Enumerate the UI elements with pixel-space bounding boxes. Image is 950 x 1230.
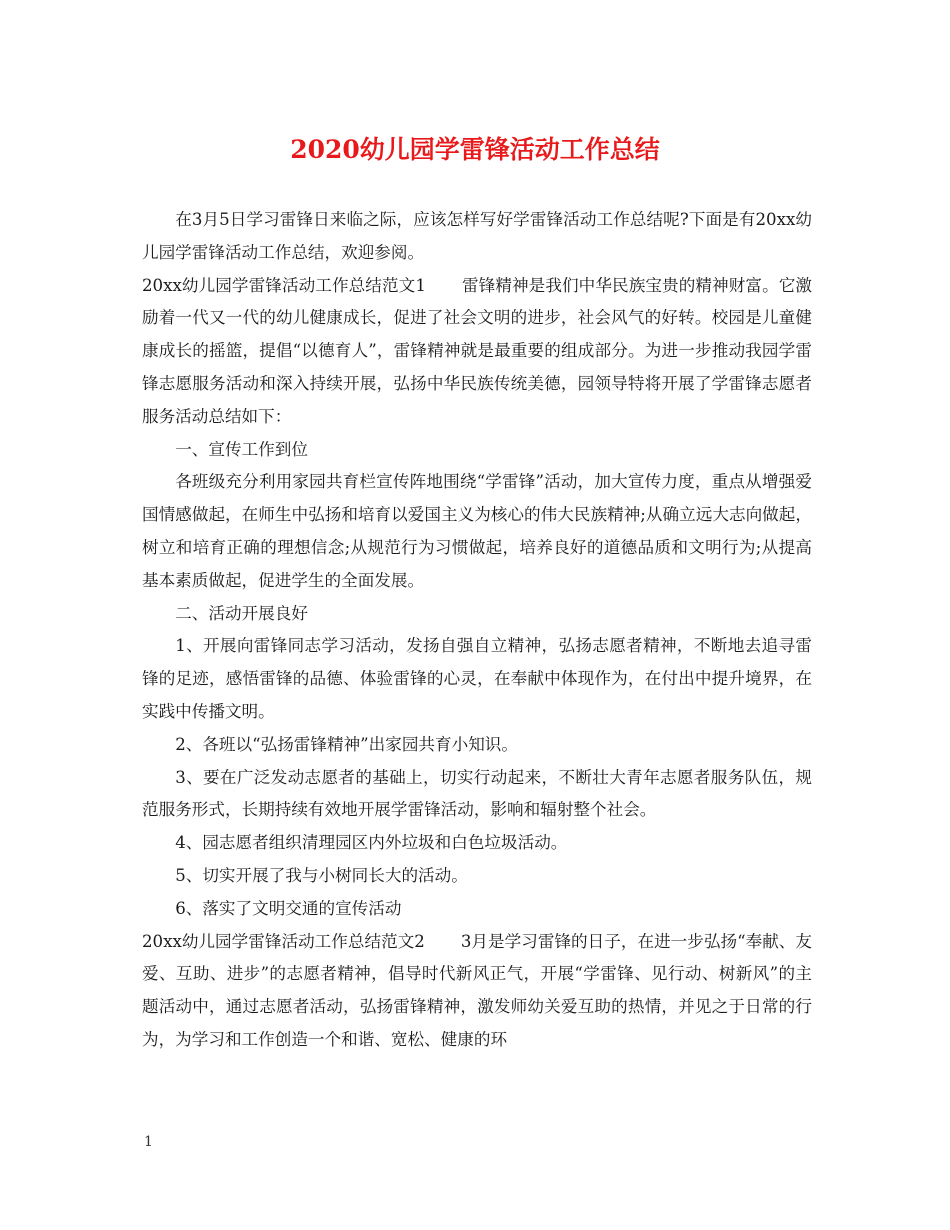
essay-2-label: 20xx幼儿园学雷锋活动工作总结范文2 <box>142 931 425 951</box>
essay-2-paragraph <box>142 926 812 1057</box>
page-number: 1 <box>144 1134 153 1150</box>
list-item-1: 1、开展向雷锋同志学习活动，发扬自强自立精神，弘扬志愿者精神，不断地去追寻雷锋的足迹，感悟雷锋的品德、体验雷锋的心灵，在奉献中体现作为，在付出中提升境界，在实践中传播文明。 <box>142 636 812 721</box>
list-item-2: 2、各班以“弘扬雷锋精神”出家园共育小知识。 <box>175 734 518 754</box>
intro-paragraph: 在3月5日学习雷锋日来临之际，应该怎样写好学雷锋活动工作总结呢?下面是有20xx幼儿园学雷锋活动工作总结，欢迎参阅。 <box>142 210 812 262</box>
essay-2-text: 3月是学习雷锋的日子，在进一步弘扬“奉献、友爱、互助、进步”的志愿者精神，倡导时代新风正气，开展“学雷锋、见行动、树新风”的主题活动中，通过志愿者活动，弘扬雷锋精神，激发师幼关爱互助的热情，并见之于日常的行为，为学习和工作创造一个和谐、宽松、健康的环 <box>142 931 812 1049</box>
list-item-3: 3、要在广泛发动志愿者的基础上，切实行动起来，不断壮大青年志愿者服务队伍，规范服务形式，长期持续有效地开展学雷锋活动，影响和辐射整个社会。 <box>142 767 812 820</box>
section-heading-1: 一、宣传工作到位 <box>175 439 308 459</box>
essay-1-label: 20xx幼儿园学雷锋活动工作总结范文1 <box>142 275 426 295</box>
section-heading-2: 二、活动开展良好 <box>175 603 308 623</box>
section-1-paragraph: 各班级充分利用家园共育栏宣传阵地围绕“学雷锋”活动，加大宣传力度，重点从增强爱国情感做起，在师生中弘扬和培育以爱国主义为核心的伟大民族精神;从确立远大志向做起，树立和培育正确的理想信念;从规范行为习惯做起，培养良好的道德品质和文明行为;从提高基本素质做起，促进学生的全面发展。 <box>142 472 812 590</box>
essay-1-paragraph <box>142 270 812 434</box>
list-item-5: 5、切实开展了我与小树同长大的活动。 <box>175 865 468 885</box>
essay-1-text: 雷锋精神是我们中华民族宝贵的精神财富。它激励着一代又一代的幼儿健康成长，促进了社会文明的进步，社会风气的好转。校园是儿童健康成长的摇篮，提倡“以德育人”，雷锋精神就是最重要的组成部分。为进一步推动我园学雷锋志愿服务活动和深入持续开展，弘扬中华民族传统美德，园领导特将开展了学雷锋志愿者服务活动总结如下： <box>142 275 813 426</box>
document-title: 2020幼儿园学雷锋活动工作总结 <box>290 135 660 164</box>
document-body <box>142 204 812 1057</box>
list-item-4: 4、园志愿者组织清理园区内外垃圾和白色垃圾活动。 <box>175 833 568 853</box>
list-item-6: 6、落实了文明交通的宣传活动 <box>175 898 402 918</box>
